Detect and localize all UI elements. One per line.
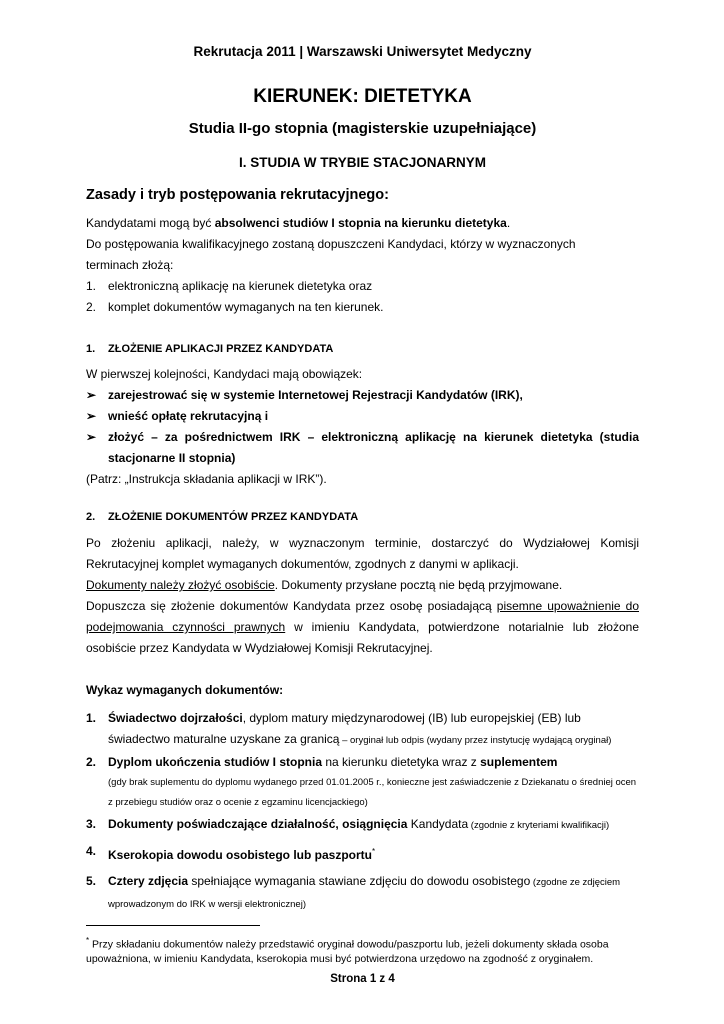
documents-title-text: Wykaz wymaganych dokumentów: <box>86 683 284 697</box>
page-title: KIERUNEK: DIETETYKA <box>253 86 472 107</box>
document-item: 4. Kserokopia dowodu osobistego lub paszportu* <box>86 844 376 862</box>
section-2-paragraph-3: Dopuszcza się złożenie dokumentów Kandydata przez osobę posiadającą pisemne upoważnienie do podejmowania czynności prawnych w imieniu Kandydata, potwierdzone notarialnie lub złożone osobiście przez Kandydata w Wydziałowej Komisji Rekrutacyjnej. <box>86 599 639 655</box>
section-1-lead: W pierwszej kolejności, Kandydaci mają obowiązek: <box>86 367 363 381</box>
bullet-item: ➢ złożyć – za pośrednictwem IRK – elektroniczną aplikację na kierunek dietetyka (studia stacjonarne II stopnia) <box>86 427 639 469</box>
section-2-paragraph-1: Po złożeniu aplikacji, należy, w wyznaczonym terminie, dostarczyć do Wydziałowej Komisji Rekrutacyjnej komplet wymaganych dokumentów, zgodnych z danymi w aplikacji. <box>86 536 639 571</box>
list-item: 2. komplet dokumentów wymaganych na ten kierunek. <box>86 300 384 314</box>
list-item: 1. elektroniczną aplikację na kierunek dietetyka oraz <box>86 279 373 293</box>
section-2 <box>86 506 639 528</box>
arrow-bullet-icon: ➢ <box>86 430 97 444</box>
page-number: Strona 1 z 4 <box>330 973 395 985</box>
section-2-paragraph-2: Dokumenty należy złożyć osobiście. Dokumenty przysłane pocztą nie będą przyjmowane. <box>86 578 563 592</box>
intro-paragraph-2-line-1: Do postępowania kwalifikacyjnego zostaną dopuszczeni Kandydaci, którzy w wyznaczonych <box>86 237 576 251</box>
arrow-bullet-icon: ➢ <box>86 409 97 423</box>
section-2-heading: 2. ZŁOŻENIE DOKUMENTÓW PRZEZ KANDYDATA <box>86 511 359 523</box>
rules-title: Zasady i tryb postępowania rekrutacyjnego: <box>86 187 389 203</box>
section-title: I. STUDIA W TRYBIE STACJONARNYM <box>238 155 486 170</box>
document-item: 3. Dokumenty poświadczające działalność, osiągnięcia Kandydata (zgodnie z kryteriami kwalifikacji) <box>86 817 610 831</box>
section-1-body <box>86 364 639 490</box>
intro-block <box>86 213 639 318</box>
bullet-item: ➢ wnieść opłatę rekrutacyjną i <box>86 406 639 427</box>
footnote-divider <box>86 925 260 926</box>
section-2-body <box>86 533 639 659</box>
intro-paragraph-1: Kandydatami mogą być absolwenci studiów I stopnia na kierunku dietetyka. <box>86 216 511 230</box>
document-item: 1. Świadectwo dojrzałości, dyplom matury międzynarodowej (IB) lub europejskiej (EB) lub świadectwo maturalne uzyskane za granicą – oryginał lub odpis (wydany przez instytucję wydającą oryginał) <box>86 711 612 746</box>
section-1 <box>86 338 639 360</box>
arrow-bullet-icon: ➢ <box>86 388 97 402</box>
document-item: 5. Cztery zdjęcia spełniające wymagania stawiane zdjęciu do dowodu osobistego (zgodne ze zdjęciem wprowadzonym do IRK w wersji elektronicznej) <box>86 874 621 910</box>
intro-paragraph-2-line-2: terminach złożą: <box>86 258 174 272</box>
documents-title <box>86 680 639 701</box>
documents-list <box>86 708 639 915</box>
section-1-heading: 1. ZŁOŻENIE APLIKACJI PRZEZ KANDYDATA <box>86 343 334 355</box>
page-subtitle: Studia II-go stopnia (magisterskie uzupełniające) <box>188 120 537 137</box>
document-item: 2. Dyplom ukończenia studiów I stopnia na kierunku dietetyka wraz z suplementem (gdy brak suplementu do dyplomu wydanego przed 01.01.2005 r., konieczne jest zaświadczenie z Dziekanatu o średniej ocen z przebiegu studiów oraz o ocenie z egzaminu licencjackiego) <box>86 755 637 808</box>
footnote: * Przy składaniu dokumentów należy przedstawić oryginał dowodu/paszportu lub, jeżeli dokumenty składa osoba upoważniona, w imieniu Kandydata, kserokopia musi być potwierdzona urzędowo na zgodność z oryginałem. <box>86 936 609 965</box>
bullet-item: ➢ zarejestrować się w systemie Internetowej Rejestracji Kandydatów (IRK), <box>86 385 639 406</box>
section-1-note: (Patrz: „Instrukcja składania aplikacji w IRK”). <box>86 472 327 486</box>
page-header: Rekrutacja 2011 | Warszawski Uniwersytet Medyczny <box>193 44 532 59</box>
